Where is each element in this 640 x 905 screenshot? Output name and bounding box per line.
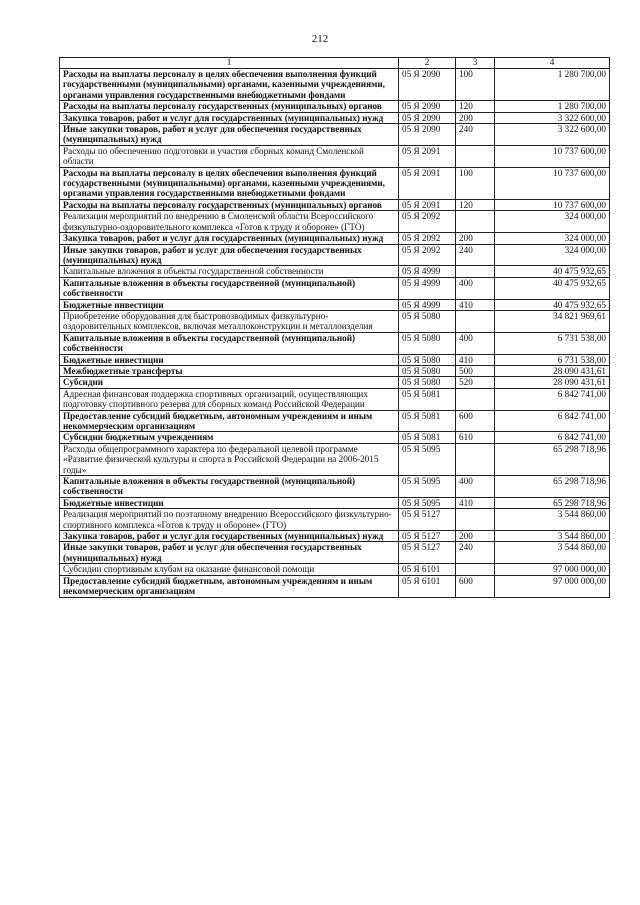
- table-row: [60, 310, 610, 332]
- table-row: [60, 244, 610, 266]
- row-amount-cell: 3 544 860,00: [495, 531, 610, 542]
- row-amount-cell: 6 842 741,00: [495, 388, 610, 410]
- table-row: [60, 531, 610, 542]
- table-row: [60, 410, 610, 432]
- row-name-cell: Иные закупки товаров, работ и услуг для обеспечения государственных (муниципальных) нужд: [60, 542, 399, 564]
- row-type-cell: [456, 211, 495, 233]
- table-row: [60, 365, 610, 376]
- row-type-cell: [456, 145, 495, 167]
- table-body: [60, 69, 610, 598]
- row-name-cell: Капитальные вложения в объекты государственной (муниципальной) собственности: [60, 332, 399, 354]
- row-amount-cell: 324 000,00: [495, 244, 610, 266]
- row-code-cell: 05 Я 4999: [399, 277, 456, 299]
- row-amount-cell: 65 298 718,96: [495, 497, 610, 508]
- row-code-cell: 05 Я 5080: [399, 377, 456, 388]
- row-amount-cell: 3 322 600,00: [495, 112, 610, 123]
- table-row: [60, 432, 610, 443]
- row-amount-cell: 40 475 932,65: [495, 299, 610, 310]
- header-col-1: 1: [60, 58, 399, 69]
- table-row: [60, 233, 610, 244]
- header-col-2: 2: [399, 58, 456, 69]
- row-code-cell: 05 Я 5127: [399, 542, 456, 564]
- row-amount-cell: 3 544 860,00: [495, 542, 610, 564]
- row-type-cell: 400: [456, 332, 495, 354]
- table-row: [60, 199, 610, 210]
- row-code-cell: 05 Я 2091: [399, 167, 456, 199]
- row-name-cell: Субсидии спортивным клубам на оказание финансовой помощи: [60, 564, 399, 575]
- table-row: [60, 211, 610, 233]
- table-row: [60, 575, 610, 597]
- row-type-cell: [456, 564, 495, 575]
- table-row: [60, 124, 610, 146]
- row-type-cell: 600: [456, 410, 495, 432]
- row-type-cell: 100: [456, 167, 495, 199]
- table-row: [60, 388, 610, 410]
- row-name-cell: Закупка товаров, работ и услуг для государственных (муниципальных) нужд: [60, 531, 399, 542]
- table-row: [60, 509, 610, 531]
- row-name-cell: Реализация мероприятий по поэтапному внедрению Всероссийского физкультурно-спортивного комплекса «Готов к труду и обороне» (ГТО): [60, 509, 399, 531]
- row-amount-cell: 10 737 600,00: [495, 145, 610, 167]
- row-type-cell: 600: [456, 575, 495, 597]
- row-amount-cell: 1 280 700,00: [495, 69, 610, 101]
- row-type-cell: 610: [456, 432, 495, 443]
- row-amount-cell: 40 475 932,65: [495, 266, 610, 277]
- row-name-cell: Реализация мероприятий по внедрению в Смоленской области Всероссийского физкультурно-оздоровительного комплекса «Готов к труду и обороне» (ГТО): [60, 211, 399, 233]
- table-row: [60, 101, 610, 112]
- row-name-cell: Предоставление субсидий бюджетным, автономным учреждениям и иным некоммерческим организациям: [60, 410, 399, 432]
- row-code-cell: 05 Я 5095: [399, 497, 456, 508]
- row-name-cell: Закупка товаров, работ и услуг для государственных (муниципальных) нужд: [60, 233, 399, 244]
- row-name-cell: Бюджетные инвестиции: [60, 299, 399, 310]
- row-name-cell: Закупка товаров, работ и услуг для государственных (муниципальных) нужд: [60, 112, 399, 123]
- row-amount-cell: 6 842 741,00: [495, 432, 610, 443]
- table-row: [60, 167, 610, 199]
- row-type-cell: [456, 509, 495, 531]
- row-name-cell: Расходы на выплаты персоналу в целях обеспечения выполнения функций государственными (муниципальными) органами, казенными учреждениями, органами управления государственными внебюджетными фондами: [60, 69, 399, 101]
- row-type-cell: 200: [456, 112, 495, 123]
- row-amount-cell: 1 280 700,00: [495, 101, 610, 112]
- row-code-cell: 05 Я 2090: [399, 124, 456, 146]
- table-row: [60, 542, 610, 564]
- row-code-cell: 05 Я 5080: [399, 332, 456, 354]
- row-amount-cell: 65 298 718,96: [495, 443, 610, 475]
- row-code-cell: 05 Я 4999: [399, 266, 456, 277]
- row-amount-cell: 97 000 000,00: [495, 564, 610, 575]
- row-type-cell: 410: [456, 497, 495, 508]
- table-row: [60, 112, 610, 123]
- row-type-cell: 100: [456, 69, 495, 101]
- row-code-cell: 05 Я 2090: [399, 112, 456, 123]
- row-type-cell: 410: [456, 354, 495, 365]
- budget-table: [59, 57, 610, 598]
- row-amount-cell: 3 322 600,00: [495, 124, 610, 146]
- row-name-cell: Иные закупки товаров, работ и услуг для обеспечения государственных (муниципальных) нужд: [60, 124, 399, 146]
- row-name-cell: Расходы по обеспечению подготовки и участия сборных команд Смоленской области: [60, 145, 399, 167]
- row-type-cell: 400: [456, 476, 495, 498]
- row-amount-cell: 10 737 600,00: [495, 199, 610, 210]
- row-code-cell: 05 Я 2090: [399, 69, 456, 101]
- row-type-cell: 410: [456, 299, 495, 310]
- table-row: [60, 354, 610, 365]
- row-amount-cell: 6 731 538,00: [495, 332, 610, 354]
- table-row: [60, 564, 610, 575]
- row-type-cell: [456, 266, 495, 277]
- row-name-cell: Адресная финансовая поддержка спортивных организаций, осуществляющих подготовку спортивного резерва для сборных команд Российской Федерации: [60, 388, 399, 410]
- table-row: [60, 266, 610, 277]
- row-type-cell: 520: [456, 377, 495, 388]
- table-row: [60, 377, 610, 388]
- row-name-cell: Бюджетные инвестиции: [60, 354, 399, 365]
- row-name-cell: Субсидии: [60, 377, 399, 388]
- row-code-cell: 05 Я 5127: [399, 509, 456, 531]
- row-name-cell: Иные закупки товаров, работ и услуг для обеспечения государственных (муниципальных) нужд: [60, 244, 399, 266]
- table-row: [60, 497, 610, 508]
- row-type-cell: 200: [456, 531, 495, 542]
- row-name-cell: Расходы на выплаты персоналу государственных (муниципальных) органов: [60, 199, 399, 210]
- row-code-cell: 05 Я 5080: [399, 365, 456, 376]
- row-amount-cell: 3 544 860,00: [495, 509, 610, 531]
- row-amount-cell: 6 731 538,00: [495, 354, 610, 365]
- row-amount-cell: 324 000,00: [495, 211, 610, 233]
- table-row: [60, 443, 610, 475]
- row-code-cell: 05 Я 6101: [399, 564, 456, 575]
- header-col-3: 3: [456, 58, 495, 69]
- row-amount-cell: 34 821 969,61: [495, 310, 610, 332]
- table-row: [60, 277, 610, 299]
- row-code-cell: 05 Я 2092: [399, 233, 456, 244]
- row-type-cell: [456, 388, 495, 410]
- row-code-cell: 05 Я 5127: [399, 531, 456, 542]
- row-code-cell: 05 Я 2092: [399, 211, 456, 233]
- row-amount-cell: 10 737 600,00: [495, 167, 610, 199]
- row-amount-cell: 40 475 932,65: [495, 277, 610, 299]
- row-amount-cell: 97 000 000,00: [495, 575, 610, 597]
- table-row: [60, 145, 610, 167]
- row-code-cell: 05 Я 6101: [399, 575, 456, 597]
- row-name-cell: Субсидии бюджетным учреждениям: [60, 432, 399, 443]
- row-amount-cell: 324 000,00: [495, 233, 610, 244]
- row-name-cell: Предоставление субсидий бюджетным, автономным учреждениям и иным некоммерческим организациям: [60, 575, 399, 597]
- row-code-cell: 05 Я 4999: [399, 299, 456, 310]
- row-code-cell: 05 Я 5081: [399, 432, 456, 443]
- row-name-cell: Капитальные вложения в объекты государственной собственности: [60, 266, 399, 277]
- row-amount-cell: 6 842 741,00: [495, 410, 610, 432]
- row-name-cell: Капитальные вложения в объекты государственной (муниципальной) собственности: [60, 476, 399, 498]
- page-number: 212: [311, 33, 329, 45]
- row-type-cell: 500: [456, 365, 495, 376]
- row-name-cell: Приобретение оборудования для быстровозводимых физкультурно-оздоровительных комплексов, включая металлоконструкции и металлоизделия: [60, 310, 399, 332]
- row-type-cell: 120: [456, 101, 495, 112]
- row-name-cell: Капитальные вложения в объекты государственной (муниципальной) собственности: [60, 277, 399, 299]
- row-code-cell: 05 Я 5081: [399, 388, 456, 410]
- row-name-cell: Расходы на выплаты персоналу в целях обеспечения выполнения функций государственными (муниципальными) органами, казенными учреждениями, органами управления государственными внебюджетными фондами: [60, 167, 399, 199]
- row-code-cell: 05 Я 5081: [399, 410, 456, 432]
- table-header: [60, 58, 610, 69]
- row-code-cell: 05 Я 5095: [399, 476, 456, 498]
- table-row: [60, 299, 610, 310]
- row-code-cell: 05 Я 5095: [399, 443, 456, 475]
- row-name-cell: Расходы общепрограммного характера по федеральной целевой программе «Развитие физической культуры и спорта в Российской Федерации на 2006-2015 годы»: [60, 443, 399, 475]
- row-code-cell: 05 Я 2090: [399, 101, 456, 112]
- table-row: [60, 476, 610, 498]
- row-type-cell: 400: [456, 277, 495, 299]
- row-type-cell: 200: [456, 233, 495, 244]
- row-code-cell: 05 Я 5080: [399, 310, 456, 332]
- row-code-cell: 05 Я 5080: [399, 354, 456, 365]
- row-type-cell: 240: [456, 124, 495, 146]
- row-name-cell: Бюджетные инвестиции: [60, 497, 399, 508]
- header-col-4: 4: [495, 58, 610, 69]
- row-name-cell: Расходы на выплаты персоналу государственных (муниципальных) органов: [60, 101, 399, 112]
- row-code-cell: 05 Я 2091: [399, 199, 456, 210]
- row-code-cell: 05 Я 2091: [399, 145, 456, 167]
- row-amount-cell: 65 298 718,96: [495, 476, 610, 498]
- row-code-cell: 05 Я 2092: [399, 244, 456, 266]
- table-row: [60, 69, 610, 101]
- row-type-cell: 120: [456, 199, 495, 210]
- table-row: [60, 332, 610, 354]
- row-type-cell: [456, 310, 495, 332]
- row-amount-cell: 28 090 431,61: [495, 365, 610, 376]
- row-type-cell: 240: [456, 542, 495, 564]
- row-amount-cell: 28 090 431,61: [495, 377, 610, 388]
- row-type-cell: [456, 443, 495, 475]
- row-type-cell: 240: [456, 244, 495, 266]
- row-name-cell: Межбюджетные трансферты: [60, 365, 399, 376]
